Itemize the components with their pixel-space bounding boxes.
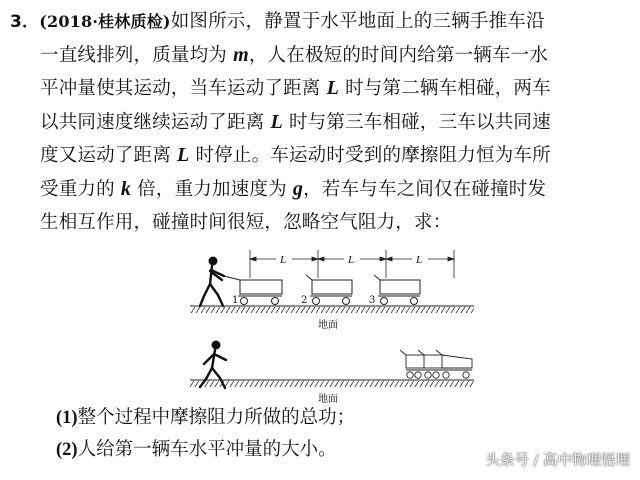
distance-label-3: L (416, 254, 423, 266)
cart-label-2: 2 (301, 295, 308, 306)
problem-line-3 (10, 72, 632, 106)
text-segment: ，人在极短的时间内给第一辆车一水 (248, 44, 549, 66)
text-segment: 一直线排列，质量均为 (40, 44, 234, 66)
ground-label-top: 地面 (318, 320, 338, 331)
cart-label-3: 3 (369, 295, 376, 306)
problem-line-2 (10, 39, 632, 73)
person-pushing-icon (200, 257, 224, 307)
text-segment: ，若车与车之间仅在碰撞时发 (303, 178, 547, 200)
cart-2 (306, 275, 352, 305)
cart-3 (374, 275, 420, 305)
problem-line-4 (10, 106, 632, 140)
variable-L: L (326, 77, 340, 100)
variable-k: k (120, 177, 132, 200)
scene-after (190, 341, 474, 406)
stacked-carts (400, 350, 472, 378)
watermark: 头条号 / 高中物理悟理 (485, 453, 630, 469)
question-number: (2) (56, 440, 78, 460)
question-text: 人给第一辆车水平冲量的大小。 (77, 439, 337, 460)
ground-bottom (190, 380, 474, 387)
person-walking-icon (200, 341, 226, 389)
question-number: (1) (56, 408, 78, 428)
problem-line-1 (10, 6, 632, 39)
text-segment: 时停止。车运动时受到的摩擦阻力恒为车所 (189, 145, 551, 167)
text-segment: 时与第二辆车相碰，两车 (339, 78, 551, 100)
distance-label-1: L (280, 254, 287, 266)
distance-label-2: L (348, 254, 355, 266)
question-list (56, 402, 355, 466)
question-2 (56, 434, 355, 466)
variable-m: m (233, 43, 249, 66)
text-segment: 时与第三车相碰，三车以共同速 (282, 111, 551, 133)
problem-line-5 (10, 139, 632, 173)
problem-text (10, 6, 632, 239)
problem-number: 3． (10, 12, 40, 32)
problem-line-6 (10, 173, 632, 207)
variable-L: L (270, 110, 283, 133)
variable-L: L (176, 144, 190, 167)
problem-source: (2018·桂林质检) (39, 12, 171, 31)
scene-before (190, 250, 474, 331)
text-segment: 平冲量使其运动，当车运动了距离 (40, 78, 327, 100)
text-segment: 如图所示，静置于水平地面上的三辆手推车沿 (170, 11, 545, 32)
ground-label-bottom: 地面 (318, 394, 338, 405)
text-segment: 度又运动了距离 (40, 145, 177, 167)
ground-top (190, 306, 474, 313)
physics-figure (178, 246, 478, 414)
text-segment: 受重力的 (40, 178, 121, 200)
question-text: 整个过程中摩擦阻力所做的总功； (77, 407, 356, 428)
problem-line-7 (10, 207, 632, 240)
cart-label-1: 1 (232, 295, 239, 306)
text-segment: 以共同速度继续运动了距离 (40, 111, 271, 133)
text-segment: 倍，重力加速度为 (131, 178, 293, 200)
variable-g: g (292, 177, 304, 200)
text-segment: 生相互作用，碰撞时间很短，忽略空气阻力，求： (40, 211, 452, 233)
question-1 (56, 402, 355, 434)
